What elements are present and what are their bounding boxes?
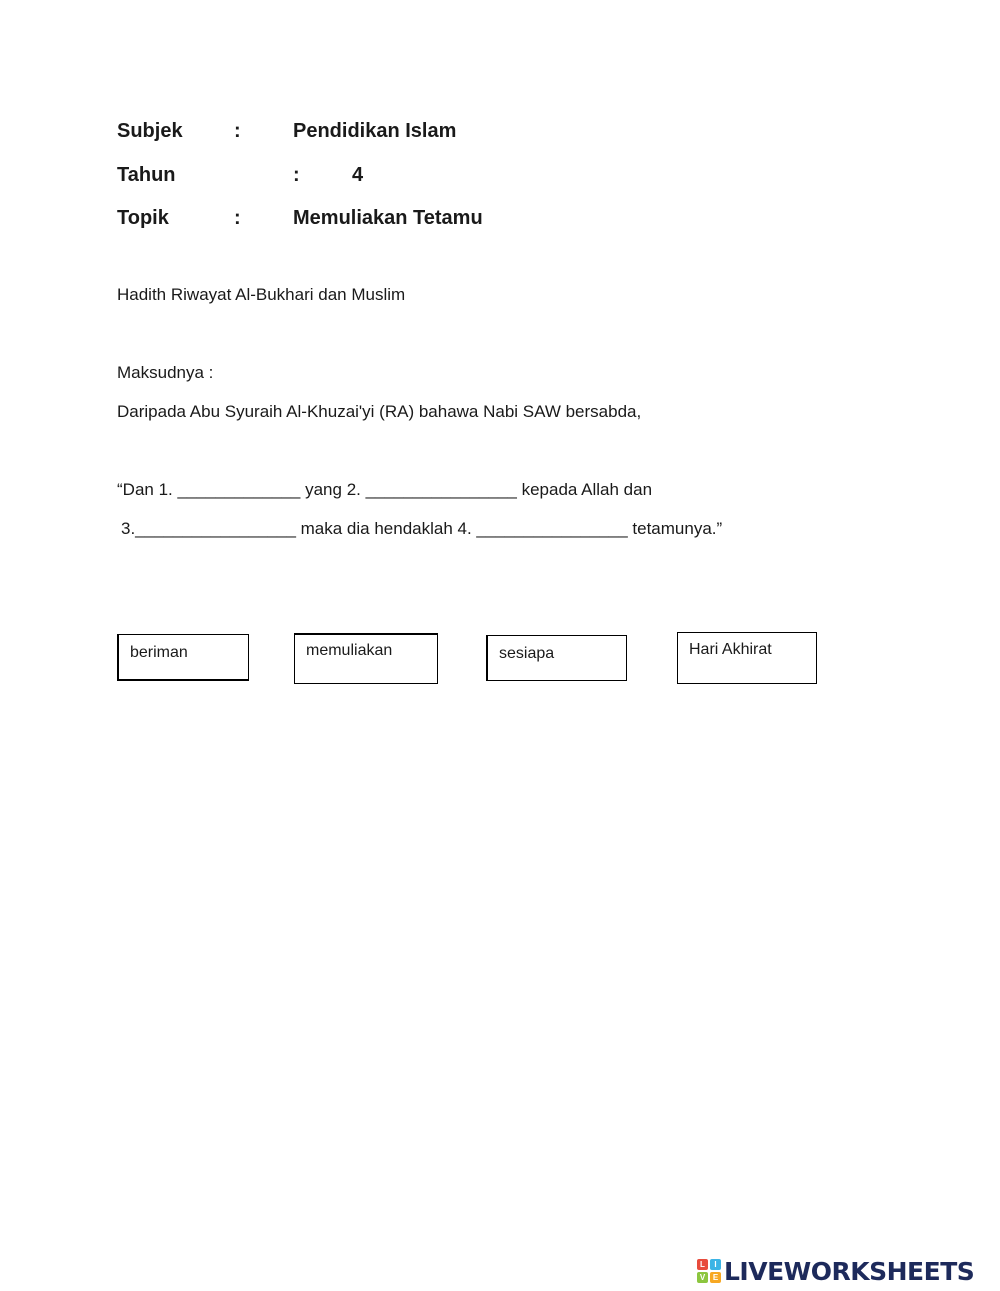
fill-blank-line-1: “Dan 1. _____________ yang 2. ________________ kepada Allah dan bbox=[117, 480, 653, 499]
logo-block-i: I bbox=[710, 1259, 721, 1270]
logo-block-l: L bbox=[697, 1259, 708, 1270]
liveworksheets-logo bbox=[697, 1256, 974, 1286]
logo-blocks-icon bbox=[697, 1259, 721, 1283]
word-card-sesiapa[interactable]: sesiapa bbox=[486, 635, 627, 681]
word-card-memuliakan[interactable]: memuliakan bbox=[294, 633, 438, 684]
year-label: Tahun bbox=[117, 164, 176, 186]
fill-blank-line-2: 3._________________ maka dia hendaklah 4. ________________ tetamunya.” bbox=[121, 519, 723, 538]
meaning-label: Maksudnya : bbox=[117, 363, 214, 382]
word-card-hari-akhirat[interactable]: Hari Akhirat bbox=[677, 632, 817, 684]
subject-colon: : bbox=[234, 120, 241, 142]
topic-value: Memuliakan Tetamu bbox=[293, 207, 483, 229]
subject-value: Pendidikan Islam bbox=[293, 120, 457, 142]
topic-colon: : bbox=[234, 207, 241, 229]
year-colon: : bbox=[293, 164, 300, 186]
year-value: 4 bbox=[352, 164, 364, 186]
hadith-source: Hadith Riwayat Al-Bukhari dan Muslim bbox=[117, 285, 406, 304]
logo-text: LIVEWORKSHEETS bbox=[724, 1256, 975, 1286]
logo-block-e: E bbox=[710, 1272, 721, 1283]
logo-block-v: V bbox=[697, 1272, 708, 1283]
topic-label: Topik bbox=[117, 207, 169, 229]
narration-text: Daripada Abu Syuraih Al-Khuzai'yi (RA) bahawa Nabi SAW bersabda, bbox=[117, 402, 642, 421]
word-card-beriman[interactable]: beriman bbox=[117, 634, 249, 681]
subject-label: Subjek bbox=[117, 120, 183, 142]
